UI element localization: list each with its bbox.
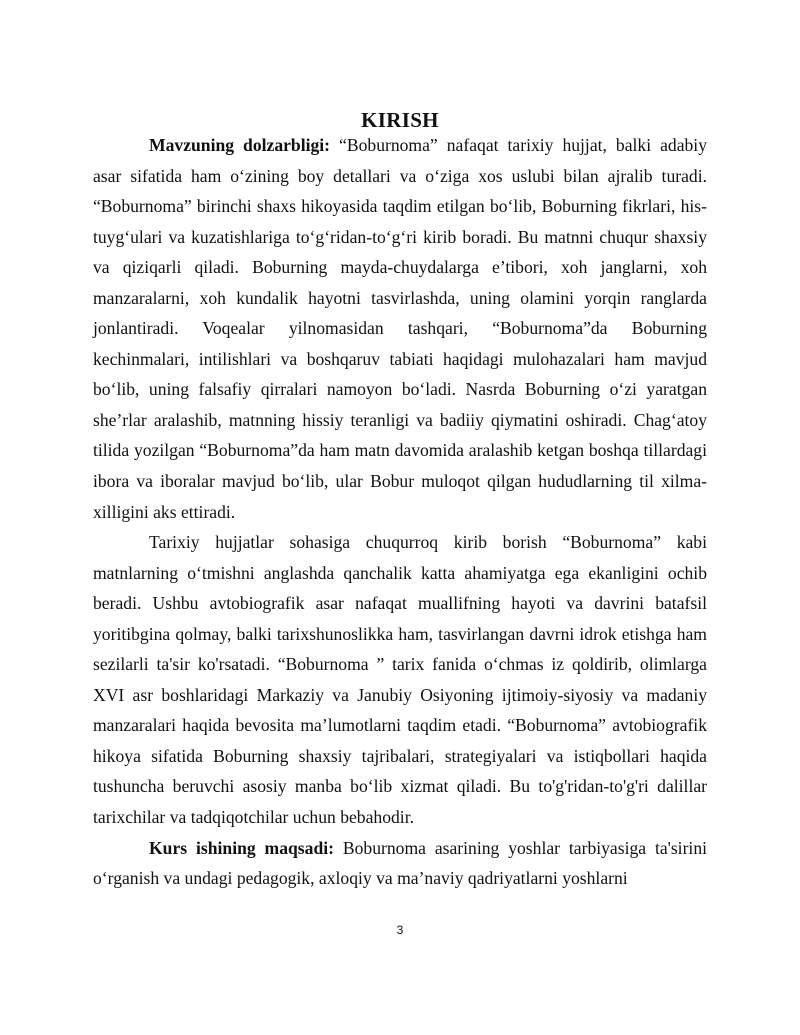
page-number: 3 (396, 923, 404, 937)
paragraph-lead: Kurs ishining maqsadi: (149, 837, 334, 858)
document-body (93, 130, 707, 894)
paragraph-relevance (93, 130, 707, 527)
paragraph-text: Boburnoma asarining yoshlar tarbiyasiga ta'sirini o‘rganish va undagi pedagogik, axloqiy va ma’naviy qadriyatlarni yoshlarni (93, 837, 707, 889)
paragraph-text: Tarixiy hujjatlar sohasiga chuqurroq kirib borish “Boburnoma” kabi matnlarning o‘tmishni anglashda qanchalik katta ahamiyatga ega ekanligini ochib beradi. Ushbu avtobiografik asar nafaqat muallifning hayoti va davrini batafsil yoritibgina qolmay, balki tarixshunoslikka ham, tasvirlangan davrni idrok etishga ham sezilarli ta'sir ko'rsatadi. “Boburnoma ” tarix fanida o‘chmas iz qoldirib, olimlarga XVI asr boshlaridagi Markaziy va Janubiy Osiyoning ijtimoiy-siyosiy va madaniy manzaralari haqida bevosita ma’lumotlarni taqdim etadi. “Boburnoma” avtobiografik hikoya sifatida Boburning shaxsiy tajribalari, strategiyalari va istiqbollari haqida tushuncha beruvchi asosiy manba bo‘lib xizmat qiladi. Bu to'g'ridan-to'g'ri dalillar tarixchilar va tadqiqotchilar uchun bebahodir. (93, 532, 707, 828)
paragraph-goal (93, 833, 707, 894)
paragraph-historical (93, 527, 707, 832)
paragraph-lead: Mavzuning dolzarbligi: (149, 135, 331, 155)
page-title: KIRISH (361, 108, 439, 133)
paragraph-text: “Boburnoma” nafaqat tarixiy hujjat, balki adabiy asar sifatida ham o‘zining boy detallari va o‘ziga xos uslubi bilan ajralib turadi. “Boburnoma” birinchi shaxs hikoyasida taqdim etilgan bo‘lib, Boburning fikrlari, his-tuyg‘ulari va kuzatishlariga to‘g‘ridan-to‘g‘ri kirib boradi. Bu matnni chuqur shaxsiy va qiziqarli qiladi. Boburning mayda-chuydalarga e’tibori, xoh janglarni, xoh manzaralarni, xoh kundalik hayotni tasvirlashda, uning olamini yorqin ranglarda jonlantiradi. Voqealar yilnomasidan tashqari, “Boburnoma”da Boburning kechinmalari, intilishlari va boshqaruv tabiati haqidagi mulohazalari ham mavjud bo‘lib, uning falsafiy qirralari namoyon bo‘ladi. Nasrda Boburning o‘zi yaratgan she’rlar aralashib, matnning hissiy teranligi va badiiy qiymatini oshiradi. Chag‘atoy tilida yozilgan “Boburnoma”da ham matn davomida aralashib ketgan boshqa tillardagi ibora va iboralar mavjud bo‘lib, ular Bobur muloqot qilgan hududlarning til xilma-xilligini aks ettiradi. (93, 135, 707, 522)
